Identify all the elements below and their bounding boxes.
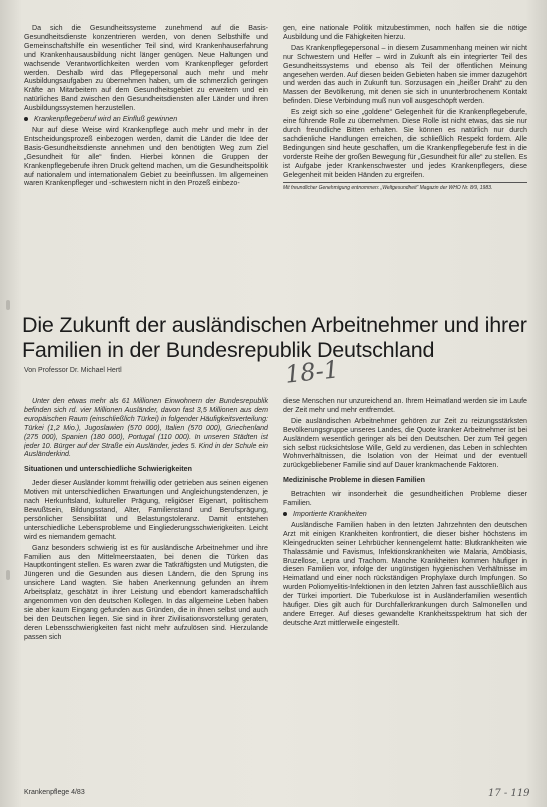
section-heading: Situationen und unterschiedliche Schwierigkeiten: [24, 465, 192, 474]
bullet-icon: [283, 512, 287, 516]
bottom-right-column: [283, 397, 527, 785]
paragraph: diese Menschen nur unzureichend an. Ihrem Heimatland werden sie im Laufe der Zeit mehr und mehr entfremdet.: [283, 397, 527, 414]
top-right-column: [283, 24, 527, 302]
handwritten-number: 18-1: [283, 355, 341, 389]
paragraph: Ausländische Familien haben in den letzten Jahrzehnten den deutschen Arzt mit einigen Krankheiten konfrontiert, die dieser bisher höchstens im Kleingedruckten seiner Lehrbücher kennengelernt hatte: Blutkrankheiten wie Thalassämie und Favismus, Infektionskrankheiten wie Malaria, Amöbiasis, Bruzellose, Lepra und Trachom. Manche Krankheiten kommen häufiger in diesen Familien vor, infolge der ungünstigen hygienischen Verhältnisse im Heimatland und einer noch rückständigen Prophylaxe durch Impfungen. So wurden Poliomyelitis-Infektionen in den letzten Jahren fast ausschließlich aus der Türkei importiert. Die Tuberkulose ist in Ausländerfamilien wesentlich häufiger. Dies gilt auch für Durchfallerkrankungen durch Salmonellen und andere Erreger. Auf dieses gewandelte Krankheitsspektrum hat sich der deutsche Arzt mittlerweile eingestellt.: [283, 520, 527, 627]
article-title: Die Zukunft der ausländischen Arbeitnehmer und ihrer Familien in der Bundesrepublik Deutschland: [22, 313, 527, 362]
paragraph: Die ausländischen Arbeitnehmer gehören zur Zeit zu reizungsstärksten Bevölkerungsgruppe unseres Landes, die Quote kranker Arbeitnehmer ist bei Ausländern wesentlich geringer als bei den Deutschen. Der zum Teil gegen sich selbst rücksichtslose Wille, Geld zu verdienen, das Leben in schlechten Wohnverhältnissen, die Isolation von der Heimat und der eventuell zurückgebliebener Familie sind auf Dauer krankmachende Faktoren.: [283, 416, 527, 470]
top-left-column: [24, 24, 268, 302]
intro-paragraph: Unter den etwas mehr als 61 Millionen Einwohnern der Bundesrepublik befinden sich rd. vier Millionen Ausländer, davon fast 3,5 Millionen aus dem europäischen Raum (einschließlich Türkei) in folgender Häufigkeitsverteilung: Türkei (1,2 Mio.), Jugoslawien (570 000), Italien (570 000), Griechenland (275 000), Spanien (180 000), Portugal (110 000). In unseren Städten ist jeder 10. Bürger auf der Straße ein Ausländer, jedes 5. Kind in der Schule ein Ausländerkind.: [24, 397, 268, 459]
paragraph: Da sich die Gesundheitssysteme zunehmend auf die Basis-Gesundheitsdienste konzentrieren werden, von denen Selbsthilfe und Gemeinschaftshilfe ein wesentlicher Teil sind, wird Krankenhauserfahrung und Krankenhausausbildung nicht länger genügen. Neue Haltungen und wachsende Verantwortlichkeiten werden vom Krankenpfleger gefordert werden. Deshalb wird das Pflegepersonal auch mehr und mehr Ausbildungsaufgaben zu übernehmen haben, um die schmerzlich geringen Kräfte an Mitarbeitern auf dem Gesundheitsgebiet zu erweitern und ein natürliches Band zwischen den Gesundheitsdiensten aller Länder und ihren Ausbildungssystemen herzustellen.: [24, 24, 268, 113]
bullet-heading: [283, 510, 527, 519]
paragraph: Es zeigt sich so eine „goldene“ Gelegenheit für die Krankenpflegeberufe, eine führende Rolle zu übernehmen. Diese Rolle ist nicht etwas, das sie nur durch freundliche Bitten erhalten. Sie können es natürlich nur durch sachdienliche Handlungen erreichen, die schließlich Respekt fordern. Alle Bedingungen sind heute geschaffen, um die Krankenpflegeberufe fest in die vorderste Reihe der großen Bewegung für „Gesundheit für alle“ zu stellen. Es ist Aufgabe jeder Krankenschwester und jedes Krankenpflegers, diese Gelegenheit mit beiden Händen zu ergreifen.: [283, 108, 527, 179]
paragraph: Jeder dieser Ausländer kommt freiwillig oder getrieben aus seinen eigenen Motiven mit unterschiedlichen Erwartungen und Angleichungstendenzen, je nach Herkunftsland, kultureller Prägung, religiöser Eigenart, politischem Bewußtsein, Bildungsstand, Alter, Familienstand und Berufsprägung, persönlicher Sensibilität und Belastungstoleranz. Damit entstehen unterschiedliche Lebensprobleme und Eingliederungsschwierigkeiten. Leicht wird es niemandem gemacht.: [24, 479, 268, 541]
punch-hole: [6, 570, 10, 580]
paragraph: gen, eine nationale Politik mitzubestimmen, noch halfen sie die nötige Ausbildung und die Fähigkeiten hierzu.: [283, 24, 527, 41]
footnote: Mit freundlicher Genehmigung entnommen: „Weltgesundheit“ Magazin der WHO Nr. 8/9, 1983.: [283, 182, 527, 191]
paragraph: Betrachten wir insonderheit die gesundheitlichen Probleme dieser Familien.: [283, 490, 527, 508]
bullet-text: Importierte Krankheiten: [293, 509, 367, 518]
bullet-text: Krankenpflegeberuf wird an Einfluß gewinnen: [34, 115, 178, 124]
bullet-heading: [24, 115, 268, 124]
punch-hole: [6, 300, 10, 310]
section-heading: Medizinische Probleme in diesen Familien: [283, 476, 425, 485]
journal-footer: Krankenpflege 4/83: [24, 789, 85, 796]
article-author: Von Professor Dr. Michael Hertl: [24, 367, 122, 374]
bottom-left-column: [24, 397, 268, 785]
bullet-icon: [24, 117, 28, 121]
paragraph: Nur auf diese Weise wird Krankenpflege auch mehr und mehr in der Entscheidungsprozeß einbezogen werden, damit die Länder die Idee der Basis-Gesundheitsdienste annehmen und den benötigten Weg zum Ziel „Gesundheit für alle“ finden. Hierbei können die Gruppen der Krankenpflegeberufe ihren Druck geltend machen, um die Gesundheitspolitik auf nationalem und internationalem Gebiet zu beeinflussen. Im allgemeinen waren Krankenpfleger und -schwestern nicht in den Prozeß einbezo-: [24, 125, 268, 188]
paragraph: Ganz besonders schwierig ist es für ausländische Arbeitnehmer und ihre Familien aus den Mittelmeerstaaten, bei denen die Türken das Hauptkontingent stellen. Es waren zwar die Tatkräftigsten und Mutigsten, die Jüngeren und die Gesunden aus diesen Ländern, die den Sprung ins unsichere Land wagten. Sie haben Anerkennung gefunden an ihrem Arbeitsplatz, geschätzt in ihrer Leistung und ebendort kameradschaftlich angenommen von den deutschen Kollegen. In das allgemeine Leben haben sie aber kaum Eingang gefunden aus Gründen, die in ihnen selbst und auch bei den Deutschen liegen. Sie sind in ihrer Zivilisationsvorstellung geraten, deren Lebensschwierigkeiten fast nicht mehr aufzulösen sind. Hierzulande passen sich: [24, 543, 268, 641]
page-number-handwritten: 17 - 119: [488, 788, 530, 799]
paragraph: Das Krankenpflegepersonal – in diesem Zusammenhang meinen wir nicht nur Schwestern und Helfer – wird in Zukunft als ein integrierter Teil des Gesundheitssystems und ebenso als Teil der öffentlichen Meinung angesehen werden. Auf diesen beiden Gebieten haben sie immer dazugehört und werden das auch in Zukunft tun. Sorzusagen ein „heißer Draht“ zu den Massen der Bevölkerung, mit denen sie sich in ununterbrochenem Kontakt befinden. Diese Verbindung muß nun voll ausgeschöpft werden.: [283, 43, 527, 106]
